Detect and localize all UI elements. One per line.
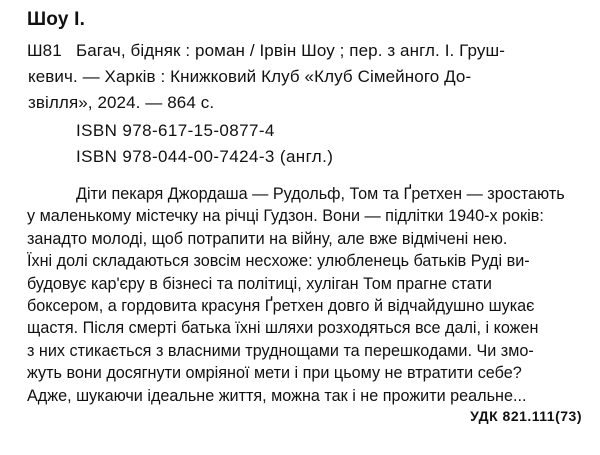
annotation-line: щастя. Після смерті батька їхні шляхи розходяться все далі, і кожен <box>27 319 539 338</box>
annotation-line: Адже, шукаючи ідеальне життя, можна так і не прожити реальне... <box>27 386 527 405</box>
isbn-block <box>76 118 333 170</box>
annotation-line: з них стикається з власними труднощами та перешкодами. Чи змо- <box>27 341 534 360</box>
annotation-text <box>27 183 583 407</box>
annotation-line: у маленькому містечку на річці Гудзон. Вони — підлітки 1940-х років: <box>27 207 544 226</box>
annotation-line: Їхні долі складаються зовсім несхоже: улюбленець батьків Руді ви- <box>27 252 530 271</box>
bibliographic-line: кевич. — Харків : Книжковий Клуб «Клуб Сімейного До- <box>28 67 472 86</box>
annotation-line: будовує кар'єру в бізнесі та політиці, хуліган Том прагне стати <box>27 274 492 293</box>
bibliographic-line: звілля», 2024. — 864 с. <box>28 93 215 112</box>
classification-code: Ш81 <box>27 41 62 60</box>
annotation-line: занадто молоді, щоб потрапити на війну, але вже відмічені нею. <box>27 229 508 248</box>
udk-code: УДК 821.111(73) <box>470 408 582 424</box>
isbn-line: ISBN 978-044-00-7424-3 (англ.) <box>76 147 334 166</box>
author-heading: Шоу І. <box>27 9 86 30</box>
isbn-line: ISBN 978-617-15-0877-4 <box>76 121 275 140</box>
annotation-line: Діти пекаря Джордаша — Рудольф, Том та Ґретхен — зростають <box>76 185 565 203</box>
bibliographic-line: Багач, бідняк : роман / Ірвін Шоу ; пер. з англ. І. Груш- <box>76 41 505 60</box>
annotation-line: боксером, а гордовита красуня Ґретхен довго й відчайдушно шукає <box>27 297 535 316</box>
annotation-line: жуть вони досягнути омріяної мети і при цьому не втратити себе? <box>27 364 522 383</box>
